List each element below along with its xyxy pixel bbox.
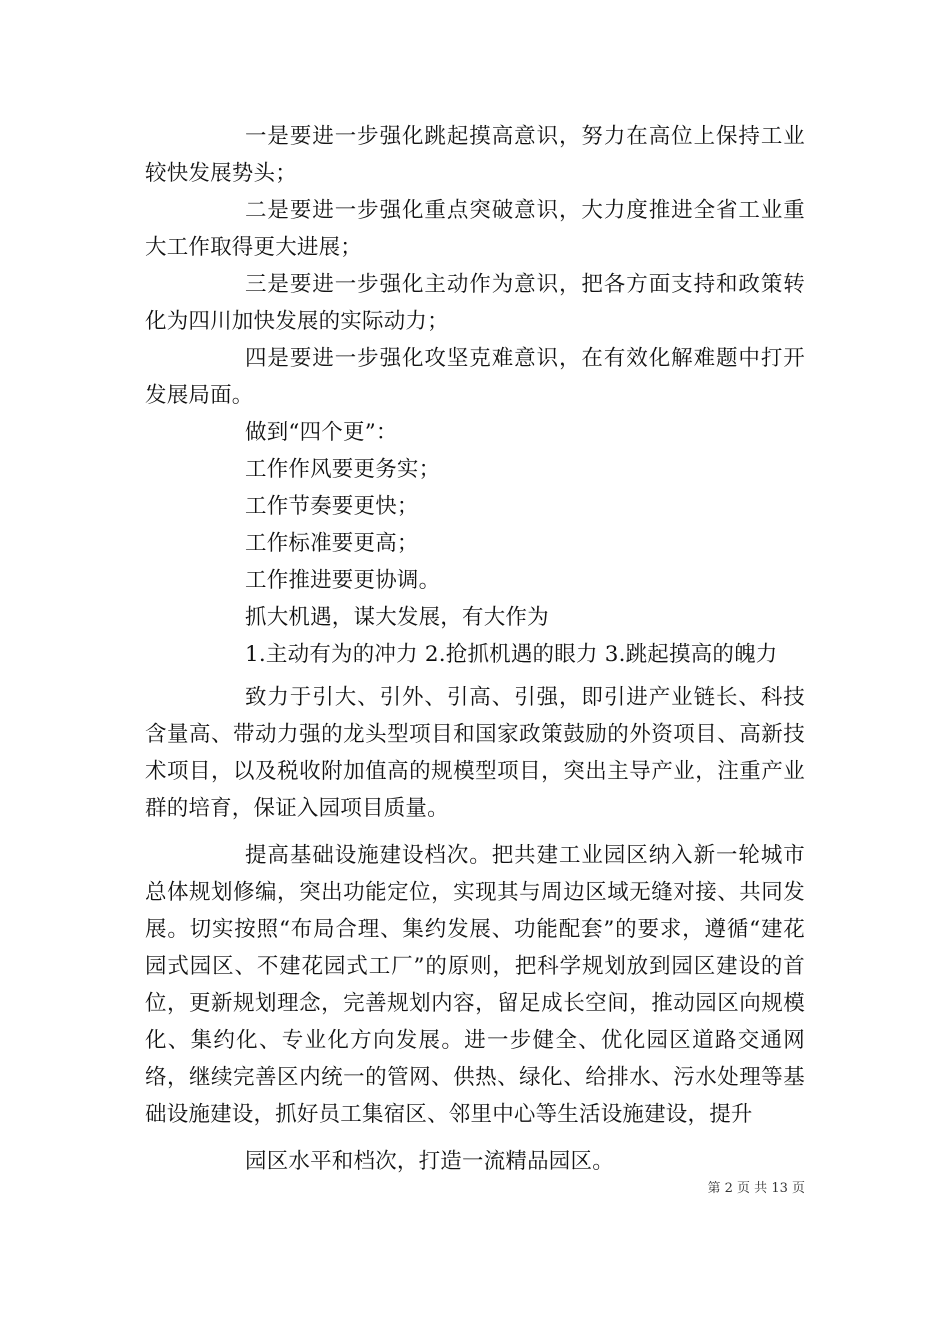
paragraph-10: 抓大机遇，谋大发展，有大作为 [245, 605, 549, 630]
paragraph-11: 1.主动有为的冲力 2.抢抓机遇的眼力 3.跳起摸高的魄力 [245, 642, 778, 667]
paragraph-9: 工作推进要更协调。 [245, 568, 441, 593]
paragraph-4: 四是要进一步强化攻坚克难意识，在有效化解难题中打开发展局面。 [145, 346, 805, 408]
paragraph-7: 工作节奏要更快； [245, 494, 419, 519]
paragraph-12: 致力于引大、引外、引高、引强，即引进产业链长、科技含量高、带动力强的龙头型项目和国家政策鼓励的外资项目、高新技术项目，以及税收附加值高的规模型项目，突出主导产业，注重产业群的培育，保证入园项目质量。 [145, 685, 805, 821]
paragraph-3: 三是要进一步强化主动作为意识，把各方面支持和政策转化为四川加快发展的实际动力； [145, 272, 805, 334]
page-footer: 第 2 页 共 13 页 [707, 1181, 805, 1196]
document-body [145, 118, 805, 1180]
paragraph-1: 一是要进一步强化跳起摸高意识，努力在高位上保持工业较快发展势头； [145, 124, 805, 186]
paragraph-2: 二是要进一步强化重点突破意识，大力度推进全省工业重大工作取得更大进展； [145, 198, 805, 260]
paragraph-6: 工作作风要更务实； [245, 457, 441, 482]
paragraph-14: 园区水平和档次，打造一流精品园区。 [245, 1149, 614, 1174]
paragraph-13: 提高基础设施建设档次。把共建工业园区纳入新一轮城市总体规划修编，突出功能定位，实现其与周边区域无缝对接、共同发展。切实按照“布局合理、集约发展、功能配套”的要求，遵循“建花园式园区、不建花园式工厂”的原则，把科学规划放到园区建设的首位，更新规划理念，完善规划内容，留足成长空间，推动园区向规模化、集约化、专业化方向发展。进一步健全、优化园区道路交通网络，继续完善区内统一的管网、供热、绿化、给排水、污水处理等基础设施建设，抓好员工集宿区、邻里中心等生活设施建设，提升 [145, 843, 805, 1127]
paragraph-8: 工作标准要更高； [245, 531, 419, 556]
paragraph-5: 做到“四个更”： [245, 420, 398, 445]
